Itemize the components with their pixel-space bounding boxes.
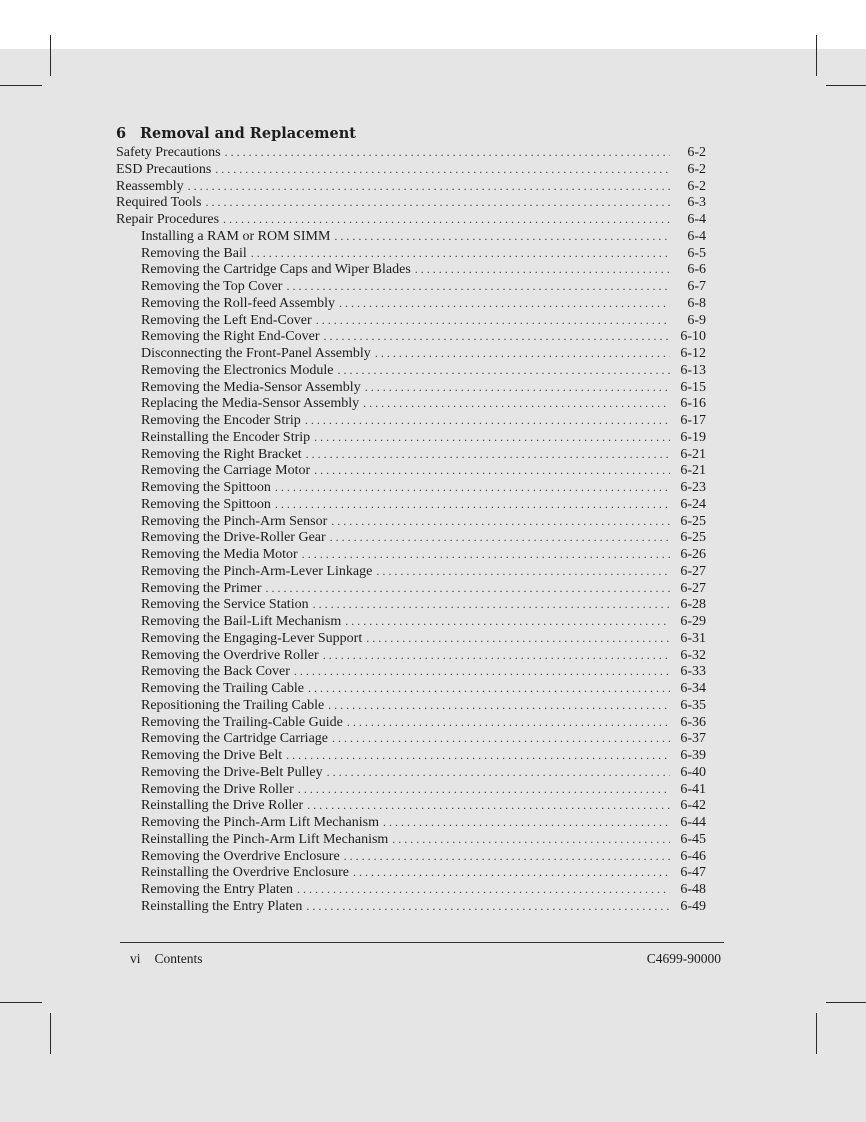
toc-entry[interactable] [116,580,706,597]
toc-entry-title: Removing the Bail [141,245,247,261]
toc-entry-page: 6-29 [680,614,706,629]
toc-entry-page: 6-27 [680,563,706,579]
toc-entry-page: 6-36 [680,714,706,730]
crop-mark-bottom-right-vertical [816,1013,817,1054]
toc-entry-page: 6-2 [687,178,706,194]
toc-entry[interactable] [116,446,706,463]
chapter-title: Removal and Replacement [140,125,356,142]
toc-entry-page: 6-13 [680,362,706,378]
dot-leader [266,580,670,597]
dot-leader [251,245,670,262]
crop-mark-top-right-horizontal [826,85,866,86]
toc-entry[interactable] [116,781,706,798]
dot-leader [286,278,670,295]
toc-entry[interactable] [116,496,706,513]
toc-entry-title: Removing the Entry Platen [141,882,294,897]
toc-entry[interactable] [116,764,706,781]
toc-entry-page: 6-46 [680,848,706,864]
toc-entry[interactable] [116,797,706,814]
toc-entry-page: 6-7 [687,279,706,294]
toc-entry-page: 6-32 [680,647,706,663]
crop-mark-bottom-left-vertical [50,1013,51,1054]
toc-entry[interactable] [116,345,706,362]
dot-leader [375,345,670,362]
toc-entry-title: Removing the Service Station [141,597,309,613]
dot-leader [314,462,670,479]
toc-entry-page: 6-23 [680,480,706,495]
toc-entry[interactable] [116,596,706,613]
toc-entry-title: ESD Precautions [116,161,212,177]
toc-entry-title: Removing the Top Cover [141,279,283,294]
toc-entry-page: 6-2 [687,145,706,160]
toc-entry[interactable] [116,613,706,630]
toc-entry[interactable] [116,261,706,278]
dot-leader [392,831,670,848]
toc-entry[interactable] [116,161,706,178]
dot-leader [366,630,670,647]
toc-entry-title: Safety Precautions [116,145,221,160]
toc-entry-title: Removing the Spittoon [141,480,271,495]
toc-entry-page: 6-33 [680,664,706,680]
dot-leader [275,479,670,496]
dot-leader [225,144,670,161]
toc-entry-title: Removing the Carriage Motor [141,463,311,479]
toc-entry[interactable] [116,362,706,379]
dot-leader [294,663,670,680]
toc-entry-page: 6-44 [680,815,706,830]
toc-entry-page: 6-3 [687,195,706,211]
toc-entry-page: 6-21 [680,463,706,479]
toc-entry-title: Reinstalling the Encoder Strip [141,429,311,445]
dot-leader [327,764,670,781]
toc-entry-page: 6-45 [680,831,706,847]
dot-leader [306,898,670,915]
toc-entry[interactable] [116,529,706,546]
crop-mark-top-left-horizontal [0,85,42,86]
toc-entry-page: 6-4 [687,212,706,227]
crop-mark-top-right-vertical [816,35,817,76]
toc-entry-title: Removing the Drive-Belt Pulley [141,764,323,780]
toc-entry[interactable] [116,864,706,881]
toc-entry-title: Removing the Drive Roller [141,781,294,797]
toc-entry-title: Removing the Engaging-Lever Support [141,630,363,646]
toc-entry-title: Repositioning the Trailing Cable [141,697,325,713]
toc-entry-title: Removing the Pinch-Arm-Lever Linkage [141,563,373,579]
dot-leader [223,211,670,228]
toc-entry[interactable] [116,714,706,731]
toc-entry[interactable] [116,312,706,329]
toc-entry[interactable] [116,563,706,580]
toc-entry[interactable] [116,647,706,664]
dot-leader [188,178,670,195]
toc-entry[interactable] [116,747,706,764]
dot-leader [330,529,670,546]
dot-leader [316,312,670,329]
toc-entry-title: Removing the Bail-Lift Mechanism [141,614,342,629]
crop-mark-top-left-vertical [50,35,51,76]
toc-entry-title: Removing the Pinch-Arm Lift Mechanism [141,815,379,830]
dot-leader [415,261,670,278]
toc-entry-title: Removing the Media-Sensor Assembly [141,379,361,395]
toc-entry-title: Removing the Right End-Cover [141,329,320,345]
toc-entry-title: Removing the Cartridge Carriage [141,731,328,747]
toc-entry-title: Removing the Left End-Cover [141,312,312,328]
dot-leader [337,362,670,379]
toc-entry-page: 6-21 [680,446,706,462]
toc-entry-title: Removing the Media Motor [141,547,298,562]
dot-leader [297,881,670,898]
toc-entry-title: Reinstalling the Drive Roller [141,798,304,814]
toc-entry[interactable] [116,245,706,262]
toc-entry-title: Removing the Roll-feed Assembly [141,295,336,311]
toc-entry-title: Removing the Right Bracket [141,446,302,462]
toc-entry-page: 6-49 [680,898,706,914]
toc-entry-page: 6-37 [680,731,706,747]
toc-entry-page: 6-39 [680,748,706,763]
dot-leader [332,730,670,747]
toc-entry-page: 6-10 [680,329,706,345]
footer-left [130,951,203,967]
toc-entry-page: 6-25 [680,513,706,529]
toc-entry-page: 6-8 [687,295,706,311]
toc-entry-page: 6-34 [680,681,706,696]
toc-entry-page: 6-6 [687,262,706,278]
dot-leader [323,647,670,664]
toc-entry[interactable] [116,630,706,647]
toc-entry-page: 6-16 [680,396,706,412]
dot-leader [344,848,670,865]
toc-entry-page: 6-47 [680,865,706,881]
toc-entry[interactable] [116,814,706,831]
toc-entry-title: Reinstalling the Overdrive Enclosure [141,865,349,881]
toc-entry-page: 6-9 [687,312,706,328]
toc-entry[interactable] [116,546,706,563]
toc-entry-page: 6-15 [680,379,706,395]
toc-entry-page: 6-31 [680,630,706,646]
toc-entry[interactable] [116,144,706,161]
toc-entry-title: Removing the Cartridge Caps and Wiper Blades [141,262,411,278]
toc-entry-page: 6-19 [680,429,706,445]
toc-entry-page: 6-17 [680,413,706,428]
toc-entry[interactable] [116,295,706,312]
toc-entry[interactable] [116,278,706,295]
dot-leader [353,864,670,881]
dot-leader [376,563,670,580]
toc-entry[interactable] [116,228,706,245]
dot-leader [339,295,670,312]
toc-entry-page: 6-26 [680,547,706,562]
dot-leader [323,328,670,345]
toc-entry-title: Removing the Spittoon [141,496,271,512]
toc-entry-page: 6-25 [680,530,706,546]
dot-leader [383,814,670,831]
toc-list [116,144,706,915]
toc-entry-title: Removing the Electronics Module [141,362,334,378]
chapter-heading [116,124,706,144]
chapter-number: 6 [116,125,127,142]
footer-rule [120,942,724,943]
toc-entry-page: 6-28 [680,597,706,613]
toc-entry[interactable] [116,429,706,446]
dot-leader [205,194,670,211]
toc-entry[interactable] [116,379,706,396]
toc-entry[interactable] [116,881,706,898]
dot-leader [307,797,670,814]
dot-leader [314,429,670,446]
dot-leader [286,747,670,764]
toc-entry-page: 6-2 [687,161,706,177]
toc-entry-title: Repair Procedures [116,212,220,227]
toc-entry[interactable] [116,831,706,848]
toc-entry-title: Removing the Drive-Roller Gear [141,530,326,546]
footer-doc-number: C4699-90000 [646,951,721,966]
dot-leader [302,546,670,563]
toc-entry-title: Required Tools [116,195,202,211]
toc-entry-title: Removing the Drive Belt [141,748,283,763]
toc-entry-title: Reinstalling the Entry Platen [141,898,303,914]
dot-leader [365,379,670,396]
toc-entry[interactable] [116,479,706,496]
toc-entry-title: Reinstalling the Pinch-Arm Lift Mechanism [141,831,389,847]
toc-entry-title: Reassembly [116,178,184,194]
dot-leader [363,395,670,412]
dot-leader [334,228,670,245]
dot-leader [298,781,670,798]
dot-leader [331,513,670,530]
toc-entry-title: Removing the Pinch-Arm Sensor [141,513,328,529]
toc-entry[interactable] [116,395,706,412]
crop-mark-bottom-left-horizontal [0,1002,42,1003]
toc-entry[interactable] [116,898,706,915]
toc-entry-page: 6-41 [680,781,706,797]
toc-entry-title: Replacing the Media-Sensor Assembly [141,396,360,412]
toc-entry[interactable] [116,663,706,680]
toc-entry-title: Removing the Trailing Cable [141,681,304,696]
dot-leader [345,613,670,630]
toc-entry-page: 6-48 [680,882,706,897]
toc-entry-title: Installing a RAM or ROM SIMM [141,228,331,244]
toc-entry-page: 6-12 [680,346,706,361]
toc-entry-title: Removing the Primer [141,580,262,596]
toc-entry-title: Disconnecting the Front-Panel Assembly [141,346,371,361]
toc-entry-page: 6-40 [680,764,706,780]
dot-leader [308,680,670,697]
toc-entry-title: Removing the Overdrive Roller [141,647,319,663]
toc-entry[interactable] [116,680,706,697]
toc-entry-page: 6-35 [680,697,706,713]
table-of-contents [116,124,706,915]
toc-entry-title: Removing the Overdrive Enclosure [141,848,340,864]
dot-leader [306,446,670,463]
toc-entry[interactable] [116,211,706,228]
dot-leader [347,714,670,731]
dot-leader [215,161,670,178]
toc-entry-title: Removing the Encoder Strip [141,413,301,428]
footer-section: Contents [154,951,203,966]
toc-entry-title: Removing the Trailing-Cable Guide [141,714,343,730]
toc-entry-title: Removing the Back Cover [141,664,290,680]
dot-leader [275,496,670,513]
toc-entry[interactable] [116,730,706,747]
toc-entry[interactable] [116,412,706,429]
toc-entry-page: 6-42 [680,798,706,814]
toc-entry-page: 6-27 [680,580,706,596]
toc-entry-page: 6-24 [680,496,706,512]
dot-leader [328,697,670,714]
toc-entry-page: 6-5 [687,245,706,261]
toc-entry[interactable] [116,178,706,195]
toc-entry[interactable] [116,328,706,345]
toc-entry[interactable] [116,194,706,211]
dot-leader [305,412,670,429]
toc-entry[interactable] [116,513,706,530]
dot-leader [313,596,670,613]
toc-entry[interactable] [116,697,706,714]
toc-entry[interactable] [116,462,706,479]
footer-page-number: vi [130,951,141,966]
toc-entry-page: 6-4 [687,228,706,244]
crop-mark-bottom-right-horizontal [826,1002,866,1003]
toc-entry[interactable] [116,848,706,865]
